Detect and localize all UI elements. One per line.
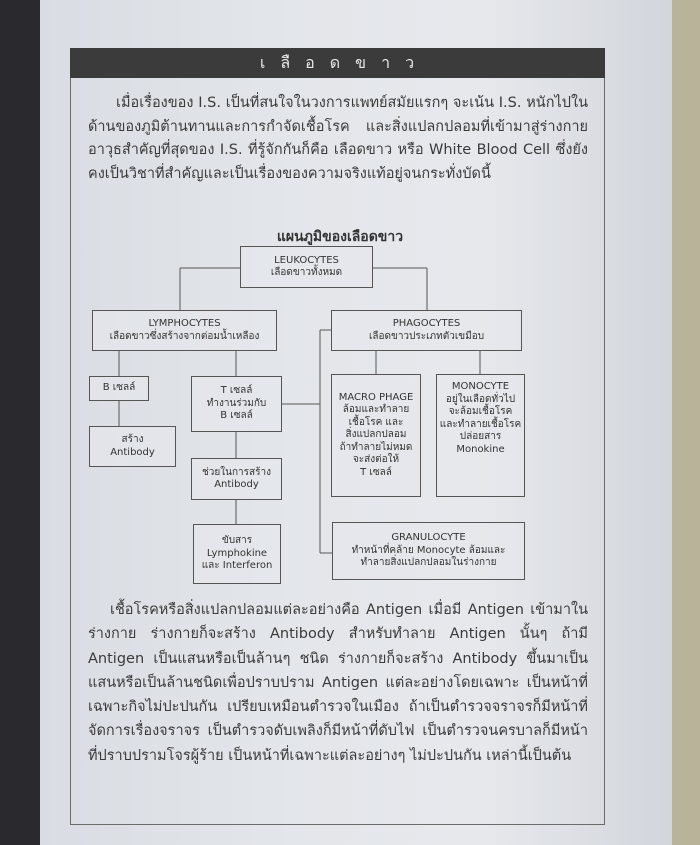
t-secrete-line1: ขับสาร [221, 535, 253, 547]
b-antibody-line2: Antibody [110, 446, 155, 458]
macrophage-desc6: T เซลล์ [360, 466, 392, 478]
macrophage-box [331, 374, 421, 497]
b-cell-box [89, 376, 149, 401]
monocyte-box [436, 374, 525, 497]
monocyte-desc4: ปล่อยสาร [459, 431, 502, 442]
t-cell-label: T เซลล์ [220, 385, 253, 397]
t-cell-desc2: B เซลล์ [220, 410, 253, 422]
t-help-line2: Antibody [214, 479, 259, 490]
t-secrete-box [193, 524, 281, 584]
macrophage-desc2: เชื้อโรค และ [348, 416, 404, 428]
monocyte-desc1: อยู่ในเลือดทั่วไป [445, 393, 516, 405]
t-secrete-line2: Lymphokine [206, 547, 268, 559]
macrophage-desc1: ล้อมและทำลาย [342, 404, 410, 416]
phagocytes-box [331, 310, 522, 351]
macrophage-desc3: สิ่งแปลกปลอม [345, 429, 407, 441]
t-secrete-line3: และ Interferon [201, 560, 273, 572]
b-antibody-box [89, 426, 176, 467]
t-cell-box [191, 376, 282, 432]
intro-paragraph: เมื่อเรื่องของ I.S. เป็นที่สนใจในวงการแพทย์สมัยแรกๆ จะเน้น I.S. หนักไปในด้านของภูมิต้านทานและการกำจัดเชื้อโรค และสิ่งแปลกปลอมที่เข้ามาสู่ร่างกาย อาวุธสำคัญที่สุดของ I.S. ที่รู้จักกันก็คือ เลือดขาว หรือ White Blood Cell ซึ่งยังคงเป็นวิชาที่สำคัญและเป็นเรื่องของความจริงแท้อยู่จนกระทั่งบัดนี้ [88, 95, 588, 182]
monocyte-desc2: จะล้อมเชื้อโรค [448, 406, 513, 417]
section-title: เลือดขาว [259, 52, 430, 72]
leukocytes-label: LEUKOCYTES [274, 254, 339, 266]
b-cell-label: B เซลล์ [102, 382, 136, 394]
phagocytes-label: PHAGOCYTES [392, 318, 461, 329]
granulocyte-label: GRANULOCYTE [391, 532, 466, 544]
leukocytes-box [240, 246, 373, 288]
monocyte-desc3: และทำลายเชื้อโรค [439, 418, 522, 430]
granulocyte-desc2: ทำลายสิ่งแปลกปลอมในร่างกาย [360, 557, 497, 569]
t-help-box [191, 458, 282, 500]
macrophage-label: MACRO PHAGE [338, 391, 414, 403]
macrophage-desc5: จะส่งต่อให้ [352, 454, 400, 466]
b-antibody-line1: สร้าง [121, 434, 144, 445]
phagocytes-desc: เลือดขาวประเภทตัวเขมือบ [368, 330, 485, 342]
lymphocytes-box [92, 310, 277, 351]
t-cell-desc1: ทำงานร่วมกับ [206, 397, 267, 409]
leukocytes-desc: เลือดขาวทั้งหมด [270, 267, 343, 278]
closing-paragraph: เชื้อโรคหรือสิ่งแปลกปลอมแต่ละอย่างคือ Antigen เมื่อมี Antigen เข้ามาในร่างกาย ร่างกายก็จะสร้าง Antibody สำหรับทำลาย Antigen นั้นๆ ถ้ามี Antigen เป็นแสนหรือเป็นล้านๆ ชนิด ร่างกายก็จะสร้าง Antibody ขึ้นมาเป็นแสนหรือเป็นล้านชนิดเพื่อปราบปราม Antigen แต่ละอย่างโดยเฉพาะ เป็นหน้าที่เฉพาะกิจไม่ปะปนกัน เปรียบเหมือนตำรวจในเมือง ถ้าเป็นตำรวจจราจรก็มีหน้าที่จัดการเรื่องจราจร เป็นตำรวจดับเพลิงก็มีหน้าที่ดับไฟ เป็นตำรวจนครบาลก็มีหน้าที่ปราบปรามโจรผู้ร้าย เป็นหน้าที่เฉพาะแต่ละอย่างๆ ไม่ปะปนกัน เหล่านี้เป็นต้น [88, 602, 588, 764]
lymphocytes-desc: เลือดขาวซึ่งสร้างจากต่อมน้ำเหลือง [109, 330, 260, 342]
monocyte-desc5: Monokine [456, 443, 505, 455]
lymphocytes-label: LYMPHOCYTES [148, 318, 221, 329]
macrophage-desc4: ถ้าทำลายไม่หมด [339, 441, 413, 453]
granulocyte-box [332, 522, 525, 580]
diagram-title: แผนภูมิของเลือดขาว [276, 229, 404, 245]
t-help-line1: ช่วยในการสร้าง [202, 466, 271, 478]
granulocyte-desc1: ทำหน้าที่คล้าย Monocyte ล้อมและ [351, 544, 506, 556]
monocyte-label: MONOCYTE [451, 381, 510, 392]
